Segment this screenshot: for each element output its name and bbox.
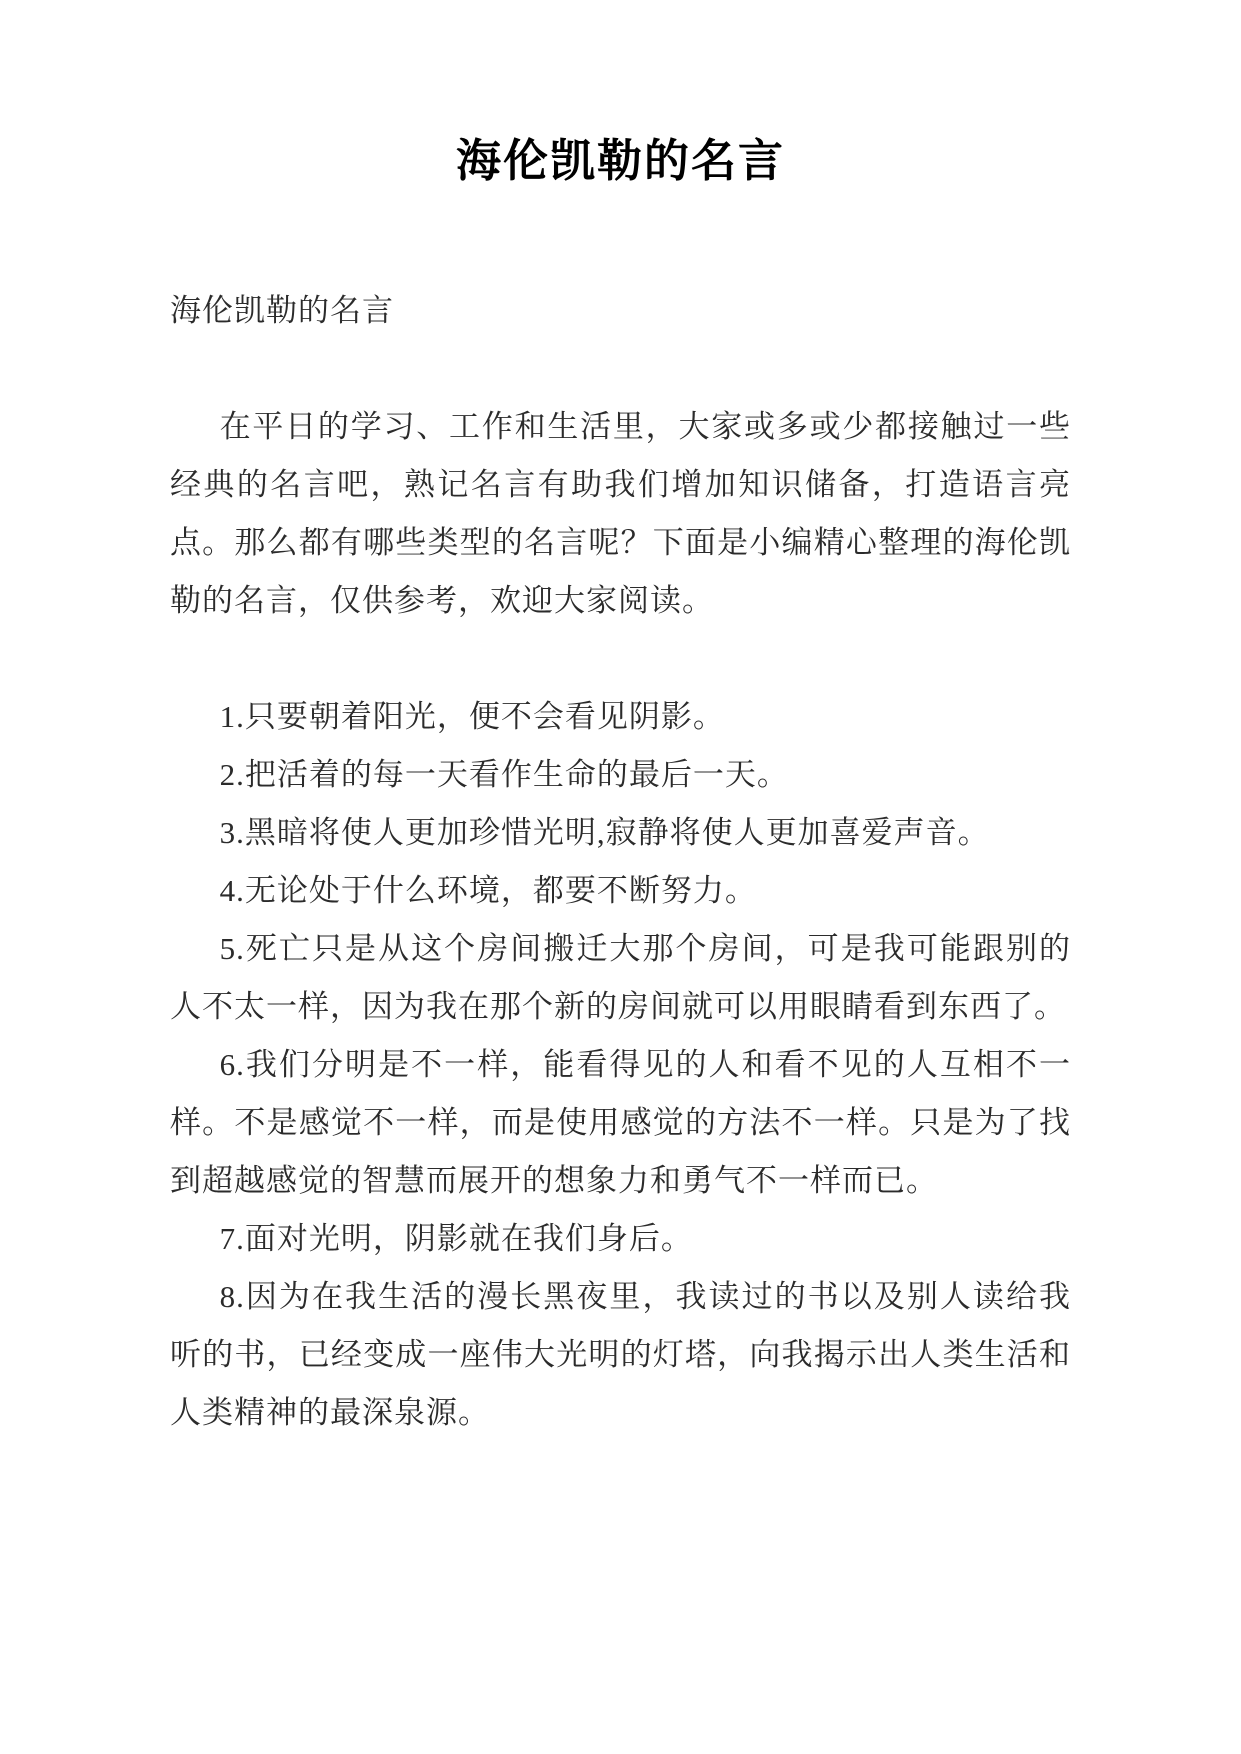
document-title: 海伦凯勒的名言 bbox=[455, 136, 785, 186]
document-subtitle: 海伦凯勒的名言 bbox=[170, 293, 394, 328]
quote-list bbox=[170, 688, 1071, 1442]
quote-item-8: 8.因为在我生活的漫长黑夜里，我读过的书以及别人读给我听的书，已经变成一座伟大光明的灯塔，向我揭示出人类生活和人类精神的最深泉源。 bbox=[170, 1279, 1071, 1430]
quote-item-6: 6.我们分明是不一样，能看得见的人和看不见的人互相不一样。不是感觉不一样，而是使用感觉的方法不一样。只是为了找到超越感觉的智慧而展开的想象力和勇气不一样而已。 bbox=[170, 1047, 1071, 1198]
quote-item-7: 7.面对光明，阴影就在我们身后。 bbox=[219, 1221, 693, 1256]
quote-item-3: 3.黑暗将使人更加珍惜光明,寂静将使人更加喜爱声音。 bbox=[219, 815, 990, 850]
quote-item-5: 5.死亡只是从这个房间搬迁大那个房间，可是我可能跟别的人不太一样，因为我在那个新的房间就可以用眼睛看到东西了。 bbox=[170, 931, 1071, 1024]
quote-item-4: 4.无论处于什么环境，都要不断努力。 bbox=[219, 873, 757, 908]
quote-item-1: 1.只要朝着阳光，便不会看见阴影。 bbox=[219, 699, 725, 734]
intro-paragraph: 在平日的学习、工作和生活里，大家或多或少都接触过一些经典的名言吧，熟记名言有助我们增加知识储备，打造语言亮点。那么都有哪些类型的名言呢？下面是小编精心整理的海伦凯勒的名言，仅供参考，欢迎大家阅读。 bbox=[170, 409, 1071, 618]
quote-item-2: 2.把活着的每一天看作生命的最后一天。 bbox=[219, 757, 789, 792]
